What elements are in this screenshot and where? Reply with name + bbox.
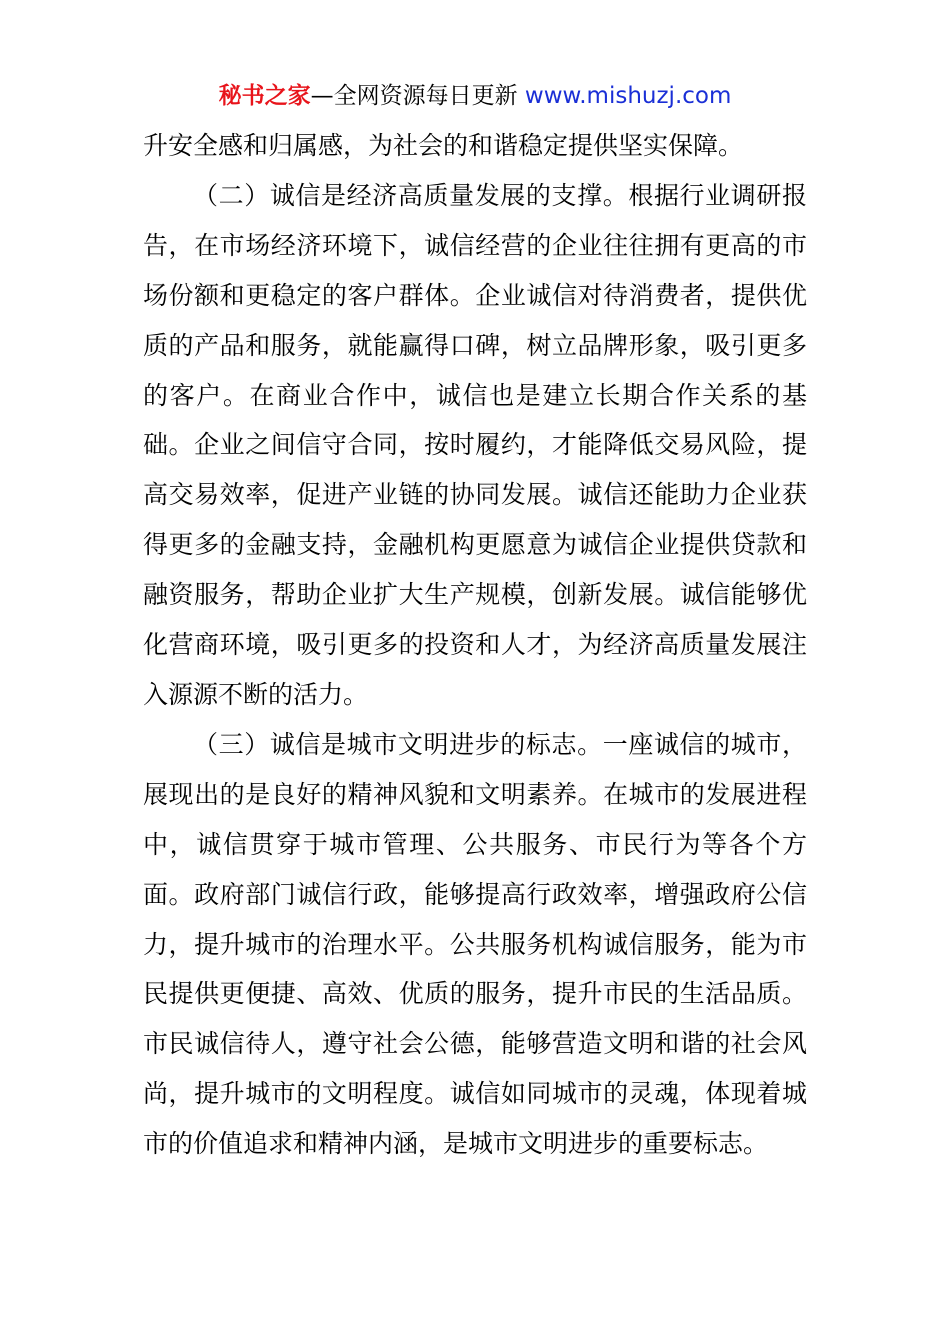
brand-name: 秘书之家: [218, 83, 311, 109]
site-url-link[interactable]: www.mishuzj.com: [524, 83, 732, 109]
page-header: [0, 80, 950, 112]
paragraph-continuation: 升安全感和归属感，为社会的和谐稳定提供坚实保障。: [143, 131, 744, 160]
paragraph-section-3: （三）诚信是城市文明进步的标志。一座诚信的城市，展现出的是良好的精神风貌和文明素养。在城市的发展进程中，诚信贯穿于城市管理、公共服务、市民行为等各个方面。政府部门诚信行政，能够提高行政效率，增强政府公信力，提升城市的治理水平。公共服务机构诚信服务，能为市民提供更便捷、高效、优质的服务，提升市民的生活品质。市民诚信待人，遵守社会公德，能够营造文明和谐的社会风尚，提升城市的文明程度。诚信如同城市的灵魂，体现着城市的价值追求和精神内涵，是城市文明进步的重要标志。: [143, 729, 807, 1159]
header-tagline: —全网资源每日更新: [310, 83, 525, 109]
document-body: [143, 121, 807, 1169]
paragraph-section-2: （二）诚信是经济高质量发展的支撑。根据行业调研报告，在市场经济环境下，诚信经营的企业往往拥有更高的市场份额和更稳定的客户群体。企业诚信对待消费者，提供优质的产品和服务，就能赢得口碑，树立品牌形象，吸引更多的客户。在商业合作中，诚信也是建立长期合作关系的基础。企业之间信守合同，按时履约，才能降低交易风险，提高交易效率，促进产业链的协同发展。诚信还能助力企业获得更多的金融支持，金融机构更愿意为诚信企业提供贷款和融资服务，帮助企业扩大生产规模，创新发展。诚信能够优化营商环境，吸引更多的投资和人才，为经济高质量发展注入源源不断的活力。: [143, 180, 807, 709]
